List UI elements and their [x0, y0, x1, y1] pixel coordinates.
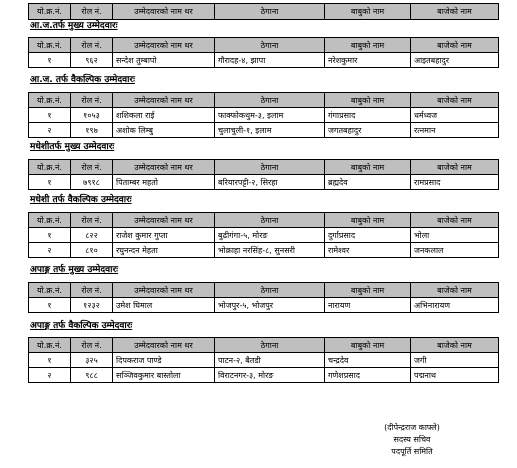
table-row [29, 175, 499, 190]
section-title: आ.ज. तर्फ वैकल्पिक उम्मेदवारः [30, 75, 135, 85]
col-header-grandfather: बाजेको नाम [411, 38, 499, 53]
cell-address: भोक्राहा नरसिंह-८, सुनसरी [215, 243, 325, 258]
col-header-father: बाबुको नाम [325, 160, 411, 175]
table-row [29, 353, 499, 368]
cell-address: पाटन-२, बैतडी [215, 353, 325, 368]
cell-serial: १ [29, 108, 71, 123]
col-header-roll: रोल नं. [71, 338, 113, 353]
cell-roll: ८२२ [71, 228, 113, 243]
col-header-father: बाबुको नाम [325, 93, 411, 108]
candidate-table [28, 337, 499, 383]
col-header-grandfather: बाजेको नाम [411, 160, 499, 175]
col-header-father: बाबुको नाम [325, 38, 411, 53]
header-row [29, 213, 499, 228]
cell-father: चन्द्रदेव [325, 353, 411, 368]
cell-address: बरियारपट्टी-२, सिरहा [215, 175, 325, 190]
cell-father: ब्रह्मदेव [325, 175, 411, 190]
col-header-serial: यो.क्र.नं. [29, 338, 71, 353]
cell-grandfather: जनकलाल [411, 243, 499, 258]
cell-grandfather: आइतबहादुर [411, 53, 499, 68]
col-header-name: उम्मेदवारको नाम थर [113, 283, 215, 298]
col-header-serial: यो.क्र.नं. [29, 93, 71, 108]
col-header-address: ठेगाना [215, 283, 325, 298]
col-header-father: बाबुको नाम [325, 213, 411, 228]
signatory-name: (दीपेन्द्रराज काफ्ले) [384, 423, 440, 432]
cell-father: रामेश्वर [325, 243, 411, 258]
header-row [29, 283, 499, 298]
cell-father: गणेशप्रसाद [325, 368, 411, 383]
col-header-name: उम्मेदवारको नाम थर [113, 93, 215, 108]
col-header-roll: रोल नं. [71, 93, 113, 108]
cell-roll: ३२५ [71, 353, 113, 368]
table-row [29, 53, 499, 68]
cell-roll: ७९१८ [71, 175, 113, 190]
cell-name: दिपकराज पाण्डे [113, 353, 215, 368]
candidate-table [28, 212, 499, 258]
candidate-table [28, 159, 499, 190]
cell-serial: २ [29, 243, 71, 258]
col-header-address: ठेगाना [215, 4, 325, 20]
cell-address: चुलाचुली-१, इलाम [215, 123, 325, 138]
cell-grandfather: भोला [411, 228, 499, 243]
col-header-grandfather: बाजेको नाम [411, 338, 499, 353]
col-header-address: ठेगाना [215, 338, 325, 353]
candidate-table [28, 37, 499, 68]
table-row [29, 243, 499, 258]
table-row [29, 228, 499, 243]
cell-address: फाक्फोकथुम-३, इलाम [215, 108, 325, 123]
table-row [29, 123, 499, 138]
cell-father: नारायण [325, 298, 411, 313]
cell-father: दुर्गाप्रसाद [325, 228, 411, 243]
candidate-table [28, 282, 499, 313]
cell-serial: १ [29, 298, 71, 313]
cell-name: उमेश घिमाल [113, 298, 215, 313]
col-header-father: बाबुको नाम [325, 4, 411, 20]
cell-grandfather: अभिनारायण [411, 298, 499, 313]
col-header-grandfather: बाजेको नाम [411, 213, 499, 228]
col-header-name: उम्मेदवारको नाम थर [113, 160, 215, 175]
col-header-grandfather: बाजेको नाम [411, 4, 499, 20]
table-row [29, 108, 499, 123]
col-header-name: उम्मेदवारको नाम थर [113, 213, 215, 228]
col-header-father: बाबुको नाम [325, 338, 411, 353]
col-header-grandfather: बाजेको नाम [411, 283, 499, 298]
col-header-roll: रोल नं. [71, 160, 113, 175]
col-header-father: बाबुको नाम [325, 283, 411, 298]
col-header-roll: रोल नं. [71, 38, 113, 53]
header-row [29, 93, 499, 108]
col-header-serial: यो.क्र.नं. [29, 213, 71, 228]
cell-grandfather: धर्मध्वज [411, 108, 499, 123]
col-header-address: ठेगाना [215, 38, 325, 53]
col-header-name: उम्मेदवारको नाम थर [113, 38, 215, 53]
top-header-table [28, 3, 499, 20]
col-header-serial: यो.क्र.नं. [29, 160, 71, 175]
col-header-grandfather: बाजेको नाम [411, 93, 499, 108]
candidate-table [28, 92, 499, 138]
section-title: मधेशीतर्फ मुख्य उम्मेदवारः [30, 142, 115, 152]
col-header-address: ठेगाना [215, 160, 325, 175]
signatory-committee: पदपूर्ति समिति [391, 447, 433, 456]
cell-serial: २ [29, 123, 71, 138]
cell-serial: १ [29, 53, 71, 68]
signatory-designation: सदस्य सचिव [393, 435, 431, 444]
col-header-serial: यो.क्र.नं. [29, 4, 71, 20]
cell-name: रघुनन्दन मेहता [113, 243, 215, 258]
col-header-address: ठेगाना [215, 93, 325, 108]
cell-roll: ९८८ [71, 368, 113, 383]
cell-serial: १ [29, 228, 71, 243]
cell-name: सन्देश तुम्बापो [113, 53, 215, 68]
table-row [29, 298, 499, 313]
cell-grandfather: पद्मनाथ [411, 368, 499, 383]
header-row [29, 38, 499, 53]
cell-serial: १ [29, 175, 71, 190]
cell-address: गौरादह-४, झापा [215, 53, 325, 68]
col-header-name: उम्मेदवारको नाम थर [113, 4, 215, 20]
col-header-address: ठेगाना [215, 213, 325, 228]
cell-name: पिताम्बर महतो [113, 175, 215, 190]
cell-roll: ९६२ [71, 53, 113, 68]
col-header-roll: रोल नं. [71, 4, 113, 20]
cell-address: विराटनगर-३, मोरङ [215, 368, 325, 383]
section-title: मधेशी तर्फ वैकल्पिक उम्मेदवारः [30, 195, 132, 205]
col-header-serial: यो.क्र.नं. [29, 283, 71, 298]
cell-roll: १०५३ [71, 108, 113, 123]
cell-grandfather: रामप्रसाद [411, 175, 499, 190]
col-header-serial: यो.क्र.नं. [29, 38, 71, 53]
cell-name: राजेश कुमार गुप्ता [113, 228, 215, 243]
col-header-roll: रोल नं. [71, 213, 113, 228]
cell-grandfather: रत्नमान [411, 123, 499, 138]
header-row [29, 160, 499, 175]
signature-block [347, 422, 477, 458]
cell-roll: १९७ [71, 123, 113, 138]
cell-name: शशिकला राई [113, 108, 215, 123]
cell-address: बुढीगंगा-५, मोरङ [215, 228, 325, 243]
cell-address: भोजपुर-५, भोजपुर [215, 298, 325, 313]
cell-serial: १ [29, 353, 71, 368]
cell-grandfather: जगी [411, 353, 499, 368]
cell-roll: ८१० [71, 243, 113, 258]
cell-father: जगतबहादुर [325, 123, 411, 138]
section-title: अपाङ्ग तर्फ मुख्य उम्मेदवारः [30, 265, 118, 275]
cell-roll: १२३२ [71, 298, 113, 313]
col-header-name: उम्मेदवारको नाम थर [113, 338, 215, 353]
table-row [29, 368, 499, 383]
header-row [29, 338, 499, 353]
header-row [29, 4, 499, 20]
cell-serial: २ [29, 368, 71, 383]
section-title: आ.ज.तर्फ मुख्य उम्मेदवारः [30, 21, 118, 31]
cell-father: गंगाप्रसाद [325, 108, 411, 123]
cell-name: अशोक लिम्बु [113, 123, 215, 138]
cell-name: सञ्जिवकुमार बास्तोला [113, 368, 215, 383]
cell-father: नरेशकुमार [325, 53, 411, 68]
col-header-roll: रोल नं. [71, 283, 113, 298]
section-title: अपाङ्ग तर्फ वैकल्पिक उम्मेदवारः [30, 321, 133, 331]
